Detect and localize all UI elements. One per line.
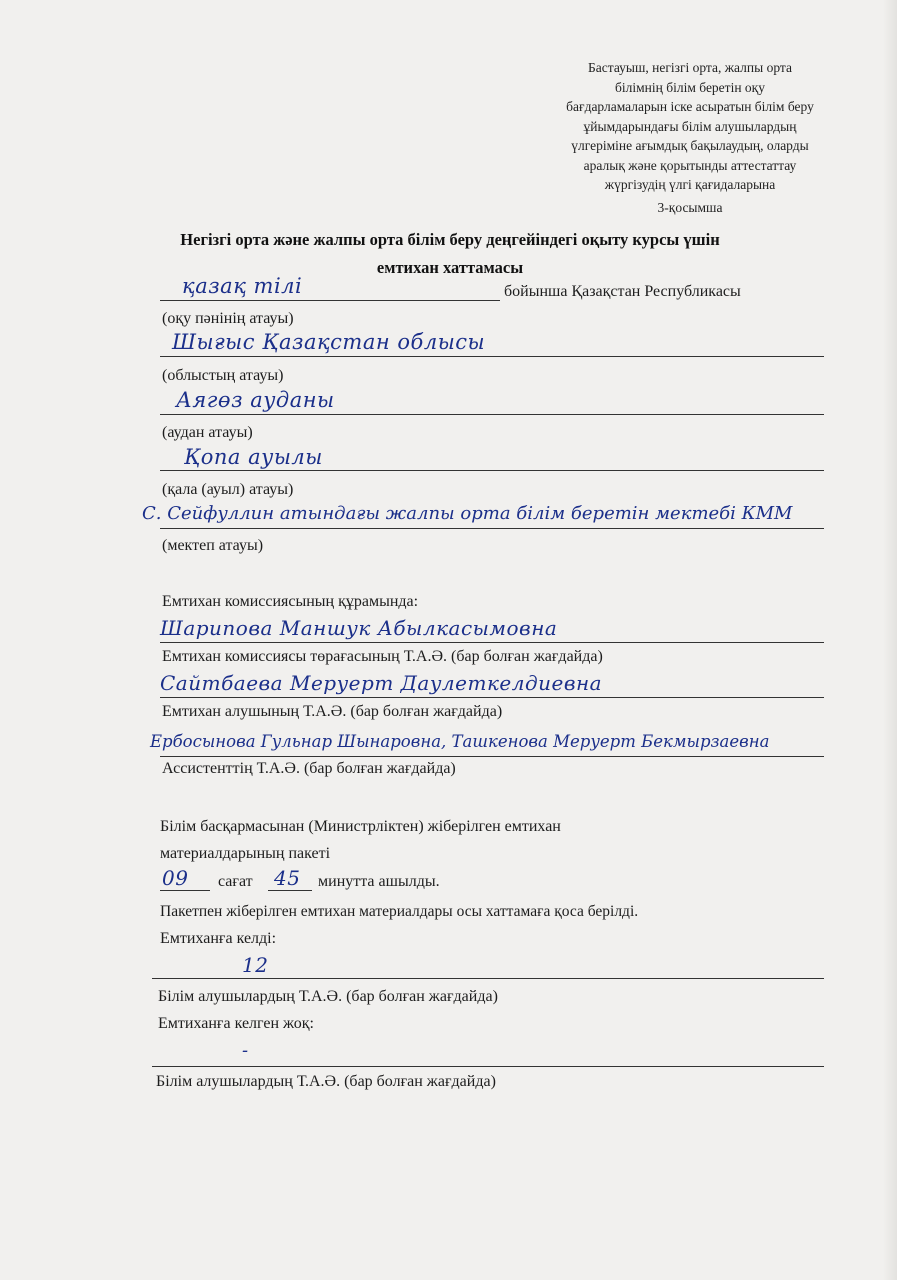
came-names-label: Білім алушылардың Т.А.Ә. (бар болған жағдайда): [158, 988, 498, 1005]
district-underline: [160, 414, 824, 415]
subject-value: қазақ тілі: [182, 274, 303, 298]
subject-label: (оқу пәнінің атауы): [162, 310, 294, 327]
region-value: Шығыс Қазақстан облысы: [172, 330, 486, 354]
examiner-value: Сайтбаева Меруерт Даулеткелдиевна: [160, 671, 603, 695]
examiner-underline: [160, 697, 824, 698]
header-note-line: үлгеріміне ағымдық бақылаудың, оларды: [571, 138, 809, 153]
paper-edge-shadow: [883, 0, 897, 1280]
region-label: (облыстың атауы): [162, 367, 284, 384]
title-line-2: емтихан хаттамасы: [376, 258, 524, 277]
header-note: [540, 58, 840, 217]
header-note-line: білімнің білім беретін оқу: [615, 79, 765, 95]
header-note-line: жүргізудің үлгі қағидаларына: [604, 177, 776, 192]
district-value: Аягөз ауданы: [176, 388, 335, 412]
package-text-line-2: материалдарының пакеті: [160, 845, 331, 862]
school-label: (мектеп атауы): [162, 537, 264, 554]
district-label: (аудан атауы): [162, 424, 253, 441]
subject-suffix: бойынша Қазақстан Республикасы: [504, 283, 741, 300]
absent-value: -: [242, 1040, 249, 1061]
title-line-1: Негізгі орта және жалпы орта білім беру деңгейіндегі оқыту курсы үшін: [180, 230, 720, 249]
hour-label: сағат: [218, 873, 253, 890]
minute-underline: [268, 890, 312, 891]
assistants-label: Ассистенттің Т.А.Ә. (бар болған жағдайда): [162, 760, 456, 777]
absent-underline: [152, 1066, 824, 1067]
chair-value: Шарипова Маншук Абылкасымовна: [160, 616, 558, 640]
header-note-line: ұйымдарындағы білім алушылардың: [583, 118, 797, 134]
absent-names-label: Білім алушылардың Т.А.Ә. (бар болған жағдайда): [156, 1073, 496, 1090]
chair-underline: [160, 642, 824, 643]
locality-underline: [160, 470, 824, 471]
minute-label: минутта ашылды.: [318, 873, 440, 890]
absent-label: Емтиханға келген жоқ:: [158, 1015, 314, 1032]
came-underline: [152, 978, 824, 979]
header-note-line: Бастауыш, негізгі орта, жалпы орта: [588, 60, 792, 75]
came-value: 12: [242, 953, 269, 977]
subject-underline: [160, 300, 500, 301]
package-text-line-1: Білім басқармасынан (Министрліктен) жіберілген емтихан: [160, 818, 561, 835]
hour-underline: [160, 890, 210, 891]
examiner-label: Емтихан алушының Т.А.Ә. (бар болған жағдайда): [162, 703, 503, 720]
locality-value: Қопа ауылы: [184, 445, 323, 469]
minute-value: 45: [274, 866, 301, 890]
region-underline: [160, 356, 824, 357]
hour-value: 09: [162, 866, 189, 890]
commission-heading: Емтихан комиссиясының құрамында:: [162, 593, 419, 610]
header-note-line: бағдарламаларын іске асыратын білім беру: [566, 99, 814, 114]
assistants-value: Ербосынова Гульнар Шынаровна, Ташкенова Меруерт Бекмырзаевна: [150, 732, 770, 751]
came-label: Емтиханға келді:: [160, 930, 277, 947]
header-note-line: 3-қосымша: [657, 199, 723, 215]
chair-label: Емтихан комиссиясы төрағасының Т.А.Ә. (бар болған жағдайда): [162, 648, 603, 665]
attached-note: Пакетпен жіберілген емтихан материалдары осы хаттамаға қоса берілді.: [160, 903, 639, 920]
assistants-underline: [160, 756, 824, 757]
school-value: С. Сейфуллин атындағы жалпы орта білім беретін мектебі КММ: [142, 503, 793, 524]
school-underline: [160, 528, 824, 529]
header-note-line: аралық және қорытынды аттестаттау: [583, 157, 797, 173]
locality-label: (қала (ауыл) атауы): [162, 481, 294, 498]
